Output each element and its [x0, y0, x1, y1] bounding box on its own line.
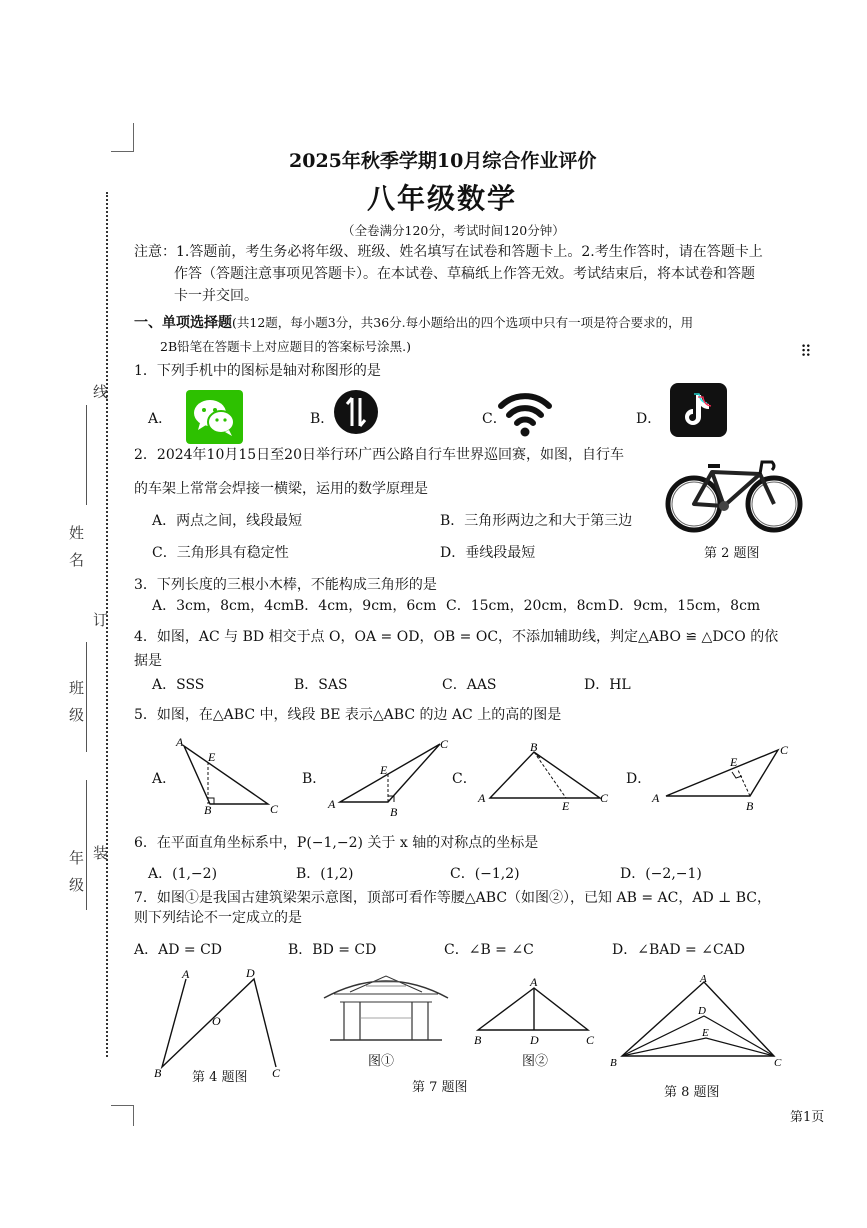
q5c-label-e: E: [562, 799, 570, 813]
side-underline-name: [86, 405, 87, 505]
q8-label-a: A: [700, 973, 707, 985]
q7-triangle-figure: [470, 974, 600, 1052]
q5-option-b: B．: [302, 771, 327, 787]
q4-label-a: A: [182, 967, 190, 981]
section-title: 一、单项选择题: [134, 315, 232, 331]
side-label-xian: 线: [91, 384, 109, 399]
q8-figure: [608, 970, 788, 1074]
section-heading: [134, 314, 693, 332]
drag-handle-icon: ⠿: [800, 342, 812, 361]
q2-option-a: A．两点之间，线段最短: [152, 513, 303, 529]
side-label-zhuang: 装: [91, 845, 109, 860]
q5-option-c: C．: [452, 771, 477, 787]
q4-option-b: B．SAS: [294, 677, 348, 693]
exam-subject: 八年级数学: [367, 182, 518, 215]
q4-caption: 第 4 题图: [192, 1070, 248, 1085]
side-label-nianji: 年级: [67, 850, 85, 904]
q7-caption: 第 7 题图: [412, 1080, 468, 1095]
q7-fig2-label: 图②: [522, 1054, 549, 1069]
section-desc-2: 2B铅笔在答题卡上对应题目的答案标号涂黑.): [160, 339, 411, 354]
q1-option-d: D．: [636, 411, 662, 427]
section-desc-1: (共12题，每小题3分，共36分.每小题给出的四个选项中只有一项是符合要求的，用: [232, 315, 694, 330]
q5-figure-d: [648, 738, 798, 818]
transfer-arrows-icon: [333, 388, 379, 436]
q3-option-a: A．3cm，8cm，4cm: [152, 598, 295, 614]
q4-option-d: D．HL: [584, 677, 631, 693]
q5c-label-c: C: [600, 791, 609, 805]
q5b-label-e: E: [380, 763, 388, 777]
q8-label-d: D: [698, 1005, 706, 1017]
q4-label-d: D: [246, 966, 255, 980]
q6-option-a: A．(1,−2): [148, 866, 218, 882]
q1-option-b: B．: [310, 411, 335, 427]
q6-option-c: C．(−1,2): [450, 866, 520, 882]
notice-line-2: 作答（答题注意事项见答题卡）。在本试卷、草稿纸上作答无效。考试结束后，将本试卷和答题: [174, 266, 755, 282]
q4-stem-1: 4．如图，AC 与 BD 相交于点 O，OA = OD，OB = OC，不添加辅助线，判定△ABO ≌ △DCO 的依: [134, 629, 779, 645]
q1-stem: 1．下列手机中的图标是轴对称图形的是: [134, 363, 381, 379]
q3-option-b: B．4cm，9cm，6cm: [294, 598, 437, 614]
q5a-label-e: E: [208, 750, 216, 764]
q4-figure: [150, 965, 290, 1085]
q1-option-c: C．: [482, 411, 507, 427]
q5d-label-c: C: [780, 743, 789, 757]
page-number: 第1页: [790, 1110, 825, 1125]
q5a-label-a: A: [176, 735, 184, 749]
corner-mark-top: [111, 123, 134, 152]
q7-label-c: C: [586, 1033, 595, 1047]
q5-figure-b: [322, 734, 462, 818]
q7-stem-2: 则下列结论不一定成立的是: [134, 910, 302, 926]
wifi-icon: [497, 388, 553, 438]
q2-option-d: D．垂线段最短: [440, 545, 536, 561]
q5a-label-c: C: [270, 802, 279, 814]
q8-label-c: C: [774, 1057, 782, 1069]
q7-option-b: B．BD = CD: [288, 942, 377, 958]
q5b-label-c: C: [440, 737, 449, 751]
q5d-label-b: B: [746, 799, 754, 813]
q7-fig1-label: 图①: [368, 1054, 395, 1069]
bicycle-figure: [664, 448, 804, 538]
q5d-label-a: A: [652, 791, 660, 805]
exam-info: （全卷满分120分，考试时间120分钟）: [342, 223, 565, 238]
side-label-xingming: 姓名: [67, 525, 85, 579]
q1-option-a: A．: [148, 411, 173, 427]
q5c-label-a: A: [478, 791, 486, 805]
q6-option-d: D．(−2,−1): [620, 866, 702, 882]
q2-caption: 第 2 题图: [704, 546, 760, 561]
notice-line-3: 卡一并交回。: [174, 288, 258, 304]
q7-option-d: D．∠BAD = ∠CAD: [612, 942, 745, 958]
q5-option-d: D．: [626, 771, 652, 787]
q7-option-a: A．AD = CD: [134, 942, 223, 958]
q5-option-a: A．: [152, 771, 177, 787]
ancient-building-figure: [320, 968, 452, 1048]
q5-figure-a: [172, 734, 282, 814]
q5c-label-b: B: [530, 740, 538, 754]
q5-figure-c: [474, 738, 614, 818]
q5d-label-e: E: [730, 755, 738, 769]
q5b-label-a: A: [328, 797, 336, 811]
q8-caption: 第 8 题图: [664, 1085, 720, 1100]
q3-stem: 3．下列长度的三根小木棒，不能构成三角形的是: [134, 577, 437, 593]
q4-label-o: O: [212, 1014, 221, 1028]
corner-mark-bottom: [111, 1105, 134, 1126]
q7-stem-1: 7．如图①是我国古建筑梁架示意图，顶部可看作等腰△ABC（如图②），已知 AB = AC，AD ⊥ BC，: [134, 890, 772, 906]
q4-label-c: C: [272, 1066, 281, 1080]
wechat-icon: [186, 390, 243, 444]
q5a-label-b: B: [204, 803, 212, 814]
side-label-banji: 班级: [67, 680, 85, 734]
tiktok-icon: [670, 383, 727, 437]
q7-label-a: A: [530, 975, 538, 989]
q5b-label-b: B: [390, 805, 398, 818]
exam-title: 2025年秋季学期10月综合作业评价: [289, 150, 597, 172]
q6-option-b: B．(1,2): [296, 866, 354, 882]
q4-label-b: B: [154, 1066, 162, 1080]
notice-line-1: 注意：1.答题前，考生务必将年级、班级、姓名填写在试卷和答题卡上。2.考生作答时，请在答题卡上: [134, 244, 763, 260]
q7-option-c: C．∠B = ∠C: [444, 942, 534, 958]
q8-label-b: B: [610, 1057, 617, 1069]
q4-stem-2: 据是: [134, 653, 162, 669]
q5-stem: 5．如图，在△ABC 中，线段 BE 表示△ABC 的边 AC 上的高的图是: [134, 707, 562, 723]
q8-label-e: E: [702, 1027, 709, 1039]
q2-stem-2: 的车架上常常会焊接一横梁，运用的数学原理是: [134, 481, 428, 497]
q2-stem-1: 2．2024年10月15日至20日举行环广西公路自行车世界巡回赛，如图，自行车: [134, 447, 624, 463]
q6-stem: 6．在平面直角坐标系中，P(−1,−2) 关于 x 轴的对称点的坐标是: [134, 835, 539, 851]
q3-option-c: C．15cm，20cm，8cm: [446, 598, 607, 614]
q7-label-b: B: [474, 1033, 482, 1047]
q4-option-c: C．AAS: [442, 677, 497, 693]
q3-option-d: D．9cm，15cm，8cm: [608, 598, 761, 614]
side-label-ding: 订: [91, 612, 109, 627]
q4-option-a: A．SSS: [152, 677, 205, 693]
q7-label-d: D: [530, 1033, 539, 1047]
q2-option-c: C．三角形具有稳定性: [152, 545, 289, 561]
q2-option-b: B．三角形两边之和大于第三边: [440, 513, 633, 529]
